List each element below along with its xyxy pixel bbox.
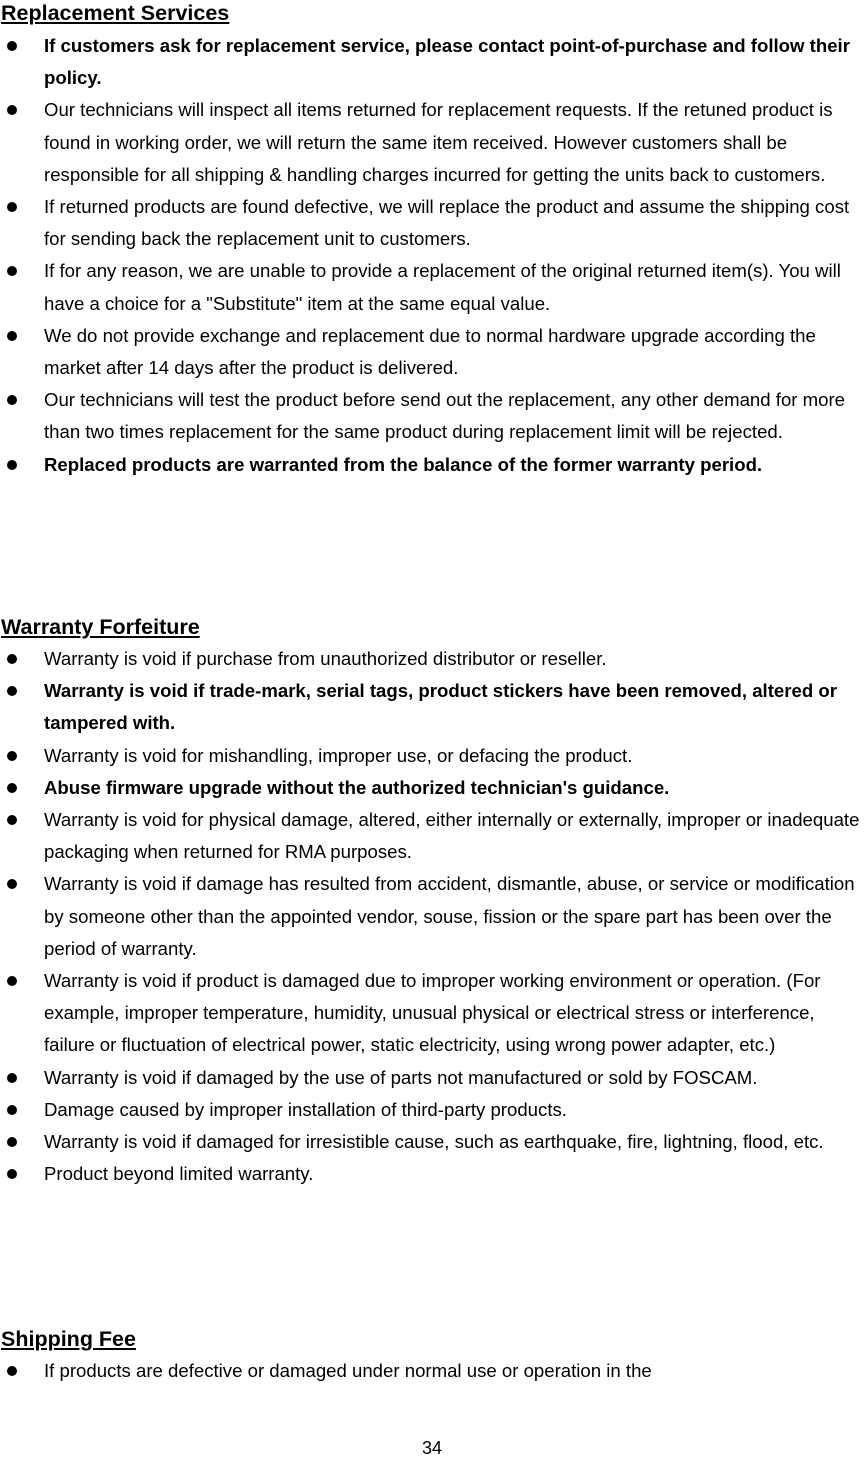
bullet-icon [7,686,17,696]
page-number: 34 [421,1438,443,1458]
list-item [0,643,864,675]
list-item [0,1062,864,1094]
list-item [0,1126,864,1158]
bullet-icon [7,751,17,761]
list-item-text: Warranty is void for mishandling, improper use, or defacing the product. [44,744,633,766]
list-item-text: Warranty is void if product is damaged due to improper working environment or operation. (For example, improper temperature, humidity, unusual physical or electrical stress or interference, failure or fluctuation of electrical power, static electricity, using wrong power adapter, etc.) [44,970,821,1056]
list-item-text: If products are defective or damaged under normal use or operation in the [44,1360,652,1381]
list-item [0,191,864,255]
bullet-icon [7,1366,17,1376]
list-item-text: Warranty is void for physical damage, altered, either internally or externally, improper or inadequate packaging when returned for RMA purposes. [44,809,860,863]
bullet-icon [7,1137,17,1147]
list-item-text: Warranty is void if trade-mark, serial tags, product stickers have been removed, altered or tampered with. [44,680,837,734]
bullet-icon [7,1105,17,1115]
warranty-forfeiture-list [0,643,864,1190]
list-item-text: Warranty is void if damage has resulted from accident, dismantle, abuse, or service or modification by someone other than the appointed vendor, souse, fission or the spare part has been over the period of warranty. [44,873,855,959]
list-item-text: Warranty is void if damaged by the use of parts not manufactured or sold by FOSCAM. [44,1066,758,1088]
list-item-text: Damage caused by improper installation of third-party products. [44,1098,567,1120]
list-item [0,965,864,1062]
section-heading-shipping-fee: Shipping Fee [1,1327,136,1351]
list-item [0,255,864,319]
bullet-icon [7,1073,17,1083]
list-item [0,804,864,868]
list-item-text: We do not provide exchange and replacement due to normal hardware upgrade according the market after 14 days after the product is delivered. [44,324,816,379]
list-item [0,675,864,739]
bullet-icon [7,1169,17,1179]
section-heading-replacement-services: Replacement Services [1,1,230,25]
list-item [0,384,864,448]
bullet-icon [7,815,17,825]
list-item [0,1158,864,1190]
list-item-text: Warranty is void if damaged for irresistible cause, such as earthquake, fire, lightning, flood, etc. [44,1131,824,1153]
replacement-services-list [0,30,864,481]
list-item [0,449,864,481]
list-item [0,868,864,965]
list-item [0,740,864,772]
list-item [0,94,864,191]
list-item-text: Our technicians will inspect all items returned for replacement requests. If the retuned product is found in working order, we will return the same item received. However customers shall be responsible for all shipping & handling charges incurred for getting the units back to customers. [44,99,833,185]
bullet-icon [7,331,17,341]
bullet-icon [7,202,17,212]
bullet-icon [7,654,17,664]
list-item [0,30,864,94]
bullet-icon [7,395,17,405]
bullet-icon [7,105,17,115]
bullet-icon [7,976,17,986]
bullet-icon [7,460,17,470]
list-item-text: Warranty is void if purchase from unauthorized distributor or reseller. [44,648,607,669]
bullet-icon [7,266,17,276]
list-item-text: Replaced products are warranted from the balance of the former warranty period. [44,453,763,475]
list-item [0,772,864,804]
list-item-text: Abuse firmware upgrade without the authorized technician's guidance. [44,776,670,798]
list-item-text: Product beyond limited warranty. [44,1163,314,1185]
list-item-text: Our technicians will test the product before send out the replacement, any other demand for more than two times replacement for the same product during replacement limit will be rejected. [44,389,846,443]
bullet-icon [7,879,17,889]
list-item-text: If customers ask for replacement service, please contact point-of-purchase and follow their policy. [44,35,850,89]
list-item [0,320,864,384]
bullet-icon [7,41,17,51]
list-item-text: If returned products are found defective, we will replace the product and assume the shipping cost for sending back the replacement unit to customers. [44,196,850,250]
shipping-fee-list [0,1355,864,1387]
list-item [0,1355,864,1387]
section-heading-warranty-forfeiture: Warranty Forfeiture [1,615,200,639]
list-item-text: If for any reason, we are unable to provide a replacement of the original returned item(s). You will have a choice for a "Substitute" item at the same equal value. [44,260,841,314]
bullet-icon [7,783,17,793]
list-item [0,1094,864,1126]
